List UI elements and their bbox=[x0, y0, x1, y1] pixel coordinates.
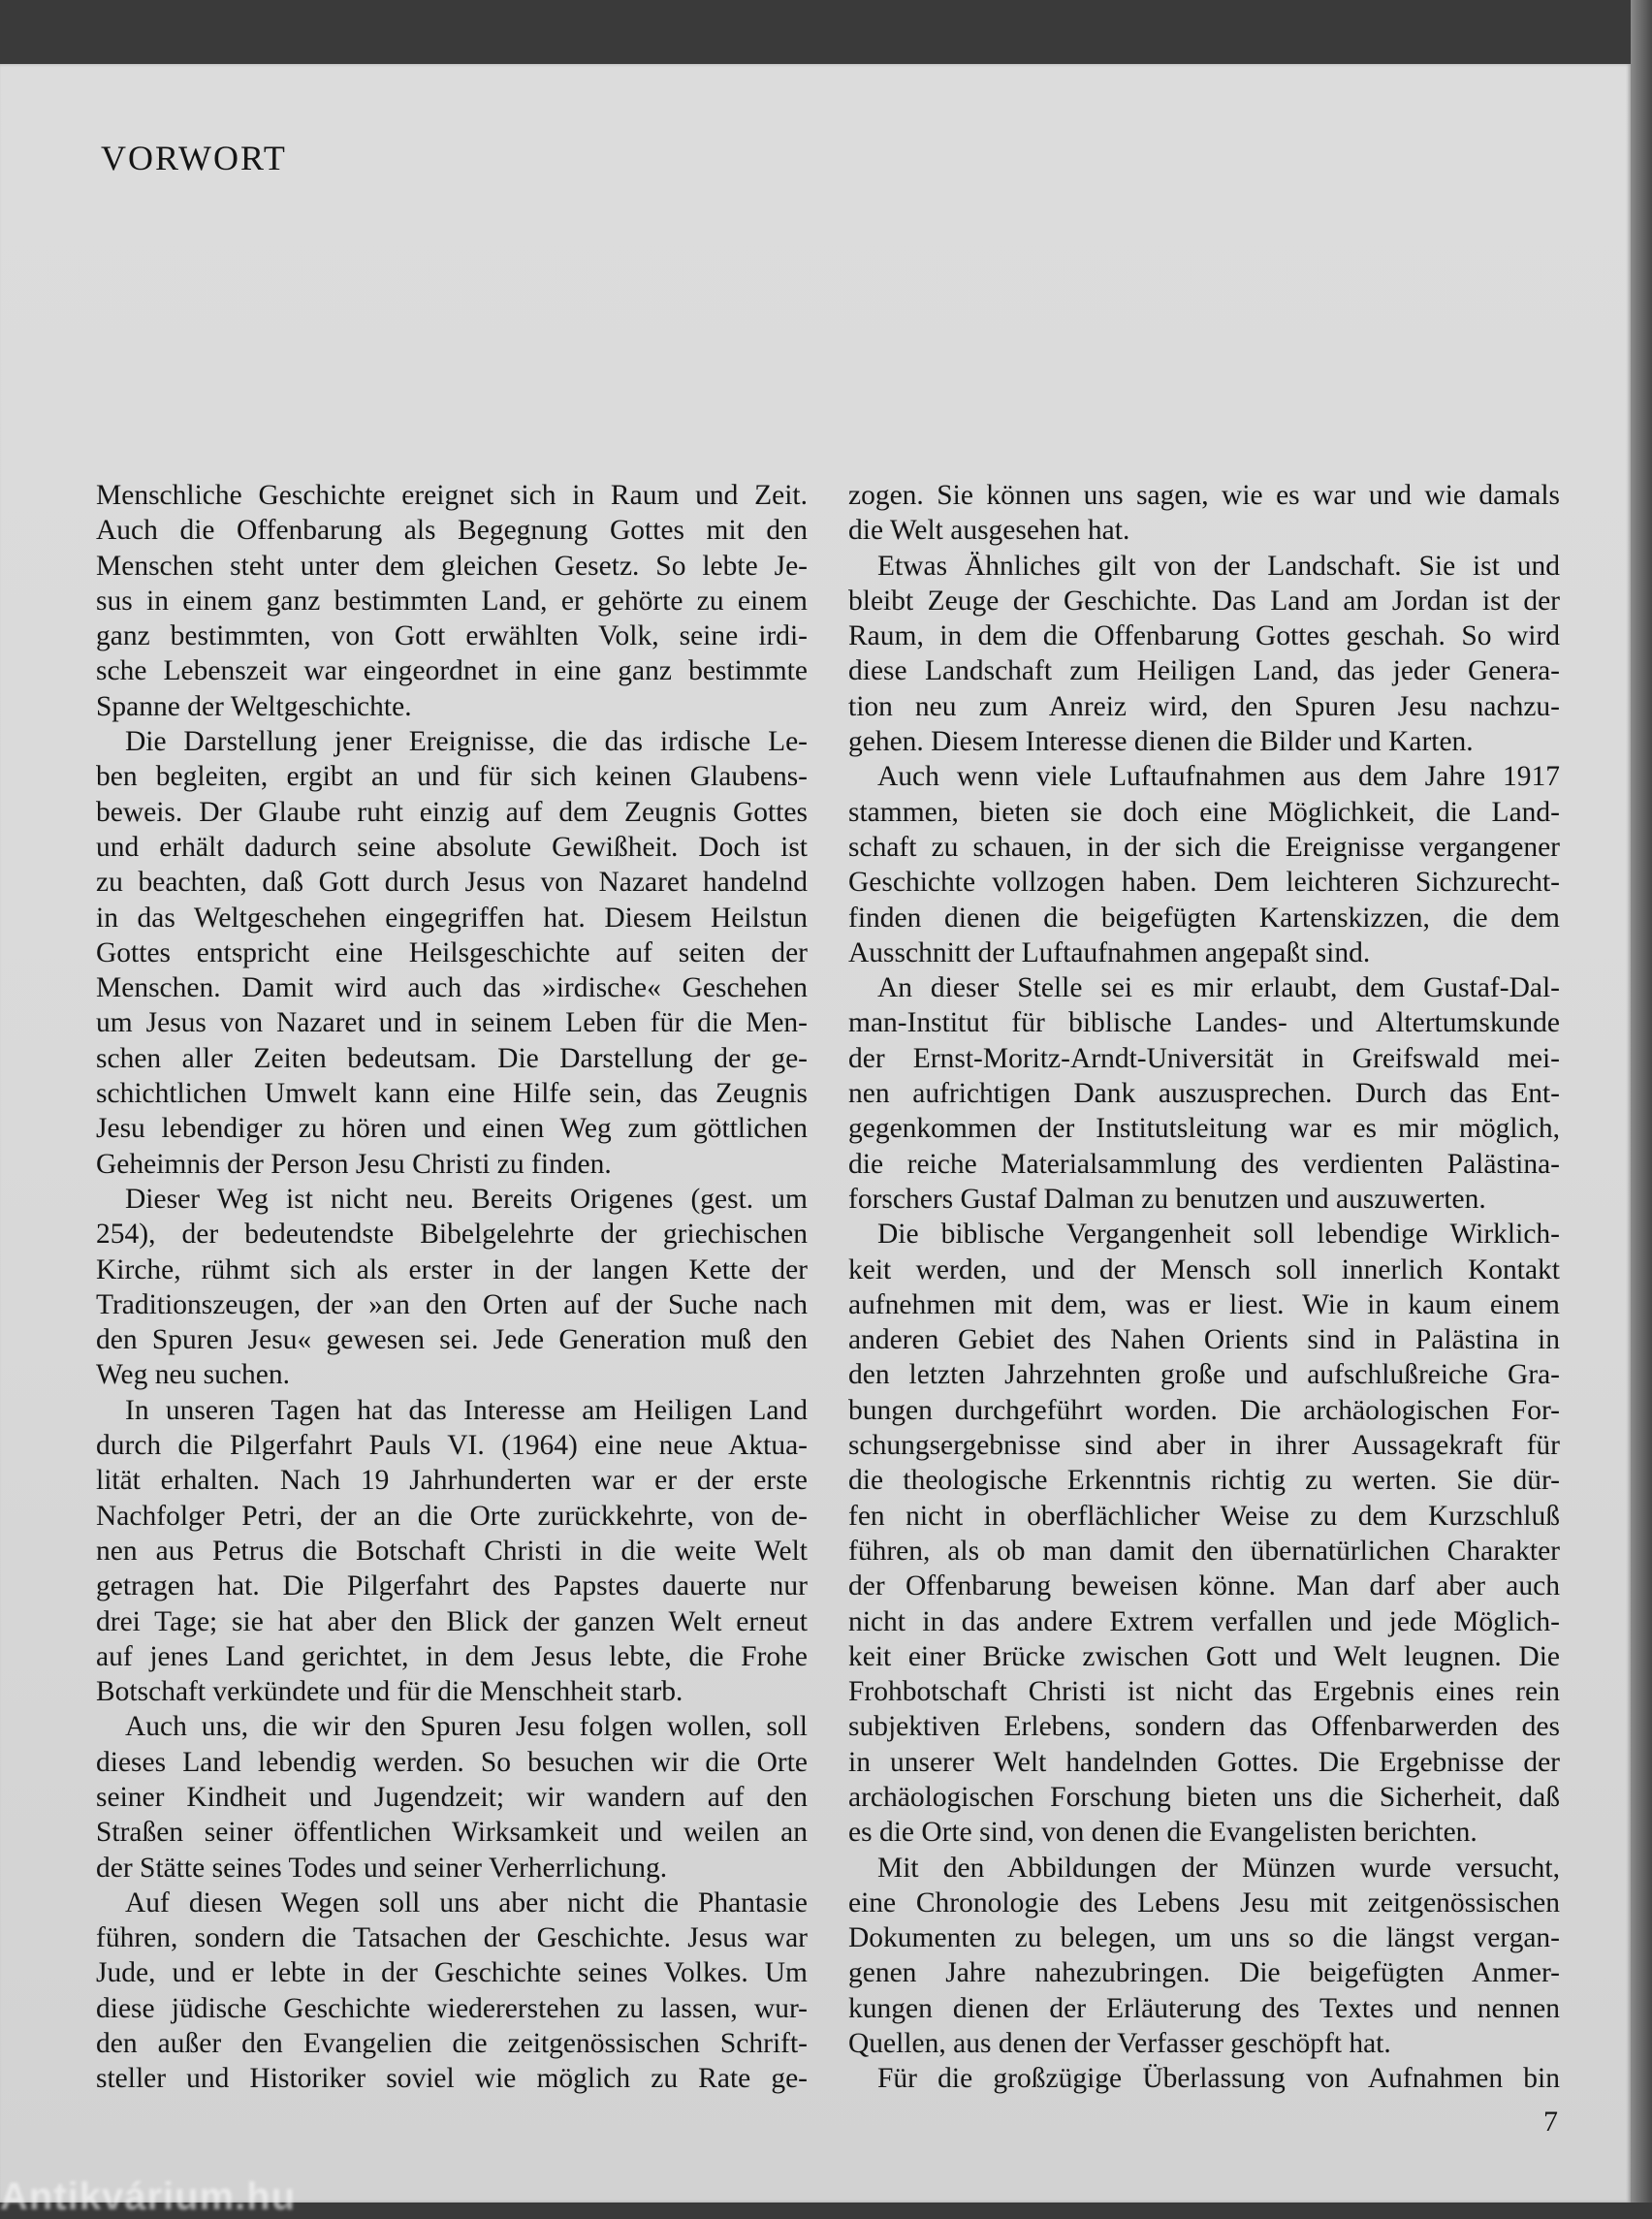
text-line: Auch wenn viele Luftaufnahmen aus dem Jahre 1917 bbox=[877, 761, 1560, 793]
text-line: diese jüdische Geschichte wiedererstehen zu lassen, wur- bbox=[96, 1992, 808, 2024]
text-line: subjektiven Erlebens, sondern das Offenbarwerden des bbox=[848, 1711, 1560, 1743]
text-line: sche Lebenszeit war eingeordnet in eine ganz bestimmte bbox=[96, 655, 808, 687]
text-line: Quellen, aus denen der Verfasser geschöpft hat. bbox=[848, 2028, 1391, 2060]
paragraph bbox=[848, 759, 1560, 970]
text-line: Frohbotschaft Christi ist nicht das Ergebnis eines rein bbox=[848, 1676, 1560, 1708]
text-line: Traditionszeugen, der »an den Orten auf der Suche nach bbox=[96, 1288, 808, 1320]
text-line: Dokumenten zu belegen, um uns so die längst vergan- bbox=[848, 1922, 1560, 1954]
text-line: und erhält dadurch seine absolute Gewißheit. Doch ist bbox=[96, 831, 808, 863]
text-line: die theologische Erkenntnis richtig zu werten. Sie dür- bbox=[848, 1465, 1560, 1497]
text-line: In unseren Tagen hat das Interesse am Heiligen Land bbox=[125, 1394, 808, 1426]
paragraph bbox=[848, 1217, 1560, 1850]
text-line: Auf diesen Wegen soll uns aber nicht die Phantasie bbox=[125, 1886, 808, 1918]
text-line: sus in einem ganz bestimmten Land, er gehörte zu einem bbox=[96, 585, 808, 617]
page-number: 7 bbox=[1543, 2106, 1558, 2138]
text-line: der Ernst-Moritz-Arndt-Universität in Greifswald mei- bbox=[848, 1042, 1560, 1074]
text-line: Menschen. Damit wird auch das »irdische« Geschehen bbox=[96, 972, 808, 1004]
text-line: die Welt ausgesehen hat. bbox=[848, 515, 1130, 547]
text-line: Geheimnis der Person Jesu Christi zu finden. bbox=[96, 1148, 612, 1180]
text-line: Etwas Ähnliches gilt von der Landschaft. Sie ist und bbox=[877, 550, 1560, 582]
text-line: Spanne der Weltgeschichte. bbox=[96, 690, 412, 722]
text-line: Menschliche Geschichte ereignet sich in Raum und Zeit. bbox=[96, 480, 808, 511]
text-line: führen, sondern die Tatsachen der Geschichte. Jesus war bbox=[96, 1922, 808, 1954]
watermark: Antikvárium.hu bbox=[0, 2175, 297, 2218]
text-column-right bbox=[848, 478, 1560, 2097]
text-line: Die Darstellung jener Ereignisse, die das irdische Le- bbox=[125, 726, 808, 758]
text-line: drei Tage; sie hat aber den Blick der ganzen Welt erneut bbox=[96, 1605, 808, 1637]
text-line: getragen hat. Die Pilgerfahrt des Papstes dauerte nur bbox=[96, 1570, 808, 1602]
text-line: Menschen steht unter dem gleichen Gesetz. So lebte Je- bbox=[96, 550, 808, 582]
text-line: gegenkommen der Institutsleitung war es mir möglich, bbox=[848, 1113, 1560, 1145]
text-line: zu beachten, daß Gott durch Jesus von Nazaret handelnd bbox=[96, 867, 808, 899]
text-line: Jude, und er lebte in der Geschichte seines Volkes. Um bbox=[96, 1957, 808, 1989]
text-line: Gottes entspricht eine Heilsgeschichte auf seiten der bbox=[96, 936, 808, 968]
text-line: Kirche, rühmt sich als erster in der langen Kette der bbox=[96, 1253, 808, 1285]
text-line: die reiche Materialsammlung des verdienten Palästina- bbox=[848, 1148, 1560, 1180]
text-line: kungen dienen der Erläuterung des Textes und nennen bbox=[848, 1992, 1560, 2024]
text-line: Geschichte vollzogen haben. Dem leichteren Sichzurecht- bbox=[848, 867, 1560, 899]
text-line: nicht in das andere Extrem verfallen und jede Möglich- bbox=[848, 1605, 1560, 1637]
text-line: bungen durchgeführt worden. Die archäologischen For- bbox=[848, 1394, 1560, 1426]
text-line: Auch die Offenbarung als Begegnung Gottes mit den bbox=[96, 515, 808, 547]
text-line: zogen. Sie können uns sagen, wie es war und wie damals bbox=[848, 480, 1560, 511]
text-line: keit einer Brücke zwischen Gott und Welt leugnen. Die bbox=[848, 1640, 1560, 1672]
paragraph bbox=[96, 478, 808, 724]
text-line: den letzten Jahrzehnten große und aufschlußreiche Gra- bbox=[848, 1359, 1560, 1391]
text-line: dieses Land lebendig werden. So besuchen wir die Orte bbox=[96, 1746, 808, 1778]
paragraph bbox=[96, 724, 808, 1182]
text-line: führen, als ob man damit den übernatürlichen Charakter bbox=[848, 1535, 1560, 1567]
text-line: es die Orte sind, von denen die Evangelisten berichten. bbox=[848, 1817, 1477, 1849]
text-line: Auch uns, die wir den Spuren Jesu folgen wollen, soll bbox=[125, 1711, 808, 1743]
text-line: den Spuren Jesu« gewesen sei. Jede Generation muß den bbox=[96, 1324, 808, 1356]
text-line: bleibt Zeuge der Geschichte. Das Land am Jordan ist der bbox=[848, 585, 1560, 617]
text-line: nen aus Petrus die Botschaft Christi in die weite Welt bbox=[96, 1535, 808, 1567]
paragraph bbox=[848, 1851, 1560, 2062]
paragraph bbox=[96, 1393, 808, 1710]
text-line: Straßen seiner öffentlichen Wirksamkeit und weilen an bbox=[96, 1817, 808, 1849]
paragraph bbox=[96, 1886, 808, 2097]
text-line: der Offenbarung beweisen könne. Man darf aber auch bbox=[848, 1570, 1560, 1602]
text-line: in unserer Welt handelnden Gottes. Die Ergebnisse der bbox=[848, 1746, 1560, 1778]
text-line: Weg neu suchen. bbox=[96, 1359, 290, 1391]
text-line: An dieser Stelle sei es mir erlaubt, dem Gustaf-Dal- bbox=[877, 972, 1560, 1004]
text-line: Die biblische Vergangenheit soll lebendige Wirklich- bbox=[877, 1219, 1560, 1251]
text-line: genen Jahre nahezubringen. Die beigefügten Anmer- bbox=[848, 1957, 1560, 1989]
text-line: steller und Historiker soviel wie möglich zu Rate ge- bbox=[96, 2063, 808, 2095]
text-line: Ausschnitt der Luftaufnahmen angepaßt sind. bbox=[848, 936, 1371, 968]
text-line: man-Institut für biblische Landes- und Altertumskunde bbox=[848, 1007, 1560, 1039]
text-line: keit werden, und der Mensch soll innerlich Kontakt bbox=[848, 1253, 1560, 1285]
text-line: schichtlichen Umwelt kann eine Hilfe sein, das Zeugnis bbox=[96, 1078, 808, 1110]
page-title: VORWORT bbox=[101, 139, 287, 177]
text-line: Dieser Weg ist nicht neu. Bereits Origenes (gest. um bbox=[125, 1183, 808, 1215]
text-line: Mit den Abbildungen der Münzen wurde versucht, bbox=[877, 1852, 1560, 1884]
text-line: anderen Gebiet des Nahen Orients sind in Palästina in bbox=[848, 1324, 1560, 1356]
text-column-left bbox=[96, 478, 808, 2097]
paragraph bbox=[848, 549, 1560, 760]
paragraph bbox=[96, 1182, 808, 1393]
text-line: Raum, in dem die Offenbarung Gottes geschah. So wird bbox=[848, 620, 1560, 652]
text-line: tion neu zum Anreiz wird, den Spuren Jesu nachzu- bbox=[848, 690, 1560, 722]
text-line: eine Chronologie des Lebens Jesu mit zeitgenössischen bbox=[848, 1886, 1560, 1918]
paragraph bbox=[848, 2061, 1560, 2096]
text-line: stammen, bieten sie doch eine Möglichkeit, die Land- bbox=[848, 796, 1560, 828]
paragraph bbox=[848, 970, 1560, 1217]
text-line: durch die Pilgerfahrt Pauls VI. (1964) eine neue Aktua- bbox=[96, 1430, 808, 1462]
text-line: finden dienen die beigefügten Kartenskizzen, die dem bbox=[848, 902, 1560, 934]
text-line: gehen. Diesem Interesse dienen die Bilder und Karten. bbox=[848, 726, 1474, 758]
text-line: auf jenes Land gerichtet, in dem Jesus lebte, die Frohe bbox=[96, 1640, 808, 1672]
text-line: Jesu lebendiger zu hören und einen Weg zum göttlichen bbox=[96, 1113, 808, 1145]
text-line: Nachfolger Petri, der an die Orte zurückkehrte, von de- bbox=[96, 1500, 808, 1532]
text-line: Für die großzügige Überlassung von Aufnahmen bin bbox=[877, 2063, 1560, 2095]
page-edge bbox=[1631, 0, 1652, 2203]
text-line: um Jesus von Nazaret und in seinem Leben für die Men- bbox=[96, 1007, 808, 1039]
paragraph bbox=[96, 1709, 808, 1885]
text-line: seiner Kindheit und Jugendzeit; wir wandern auf den bbox=[96, 1781, 808, 1813]
text-line: nen aufrichtigen Dank auszusprechen. Durch das Ent- bbox=[848, 1078, 1560, 1110]
text-line: archäologischen Forschung bieten uns die Sicherheit, daß bbox=[848, 1781, 1560, 1813]
text-line: ganz bestimmten, von Gott erwählten Volk, seine irdi- bbox=[96, 620, 808, 652]
text-line: forschers Gustaf Dalman zu benutzen und auszuwerten. bbox=[848, 1183, 1486, 1215]
paragraph bbox=[848, 478, 1560, 549]
text-line: ben begleiten, ergibt an und für sich keinen Glaubens- bbox=[96, 761, 808, 793]
text-line: schen aller Zeiten bedeutsam. Die Darstellung der ge- bbox=[96, 1042, 808, 1074]
text-line: aufnehmen mit dem, was er liest. Wie in kaum einem bbox=[848, 1288, 1560, 1320]
text-line: schungsergebnisse sind aber in ihrer Aussagekraft für bbox=[848, 1430, 1560, 1462]
text-line: fen nicht in oberflächlicher Weise zu dem Kurzschluß bbox=[848, 1500, 1560, 1532]
text-line: diese Landschaft zum Heiligen Land, das jeder Genera- bbox=[848, 655, 1560, 687]
text-line: Botschaft verkündete und für die Menschheit starb. bbox=[96, 1676, 683, 1708]
text-line: der Stätte seines Todes und seiner Verherrlichung. bbox=[96, 1852, 668, 1884]
text-line: den außer den Evangelien die zeitgenössischen Schrift- bbox=[96, 2028, 808, 2060]
text-line: in das Weltgeschehen eingegriffen hat. Diesem Heilstun bbox=[96, 902, 808, 934]
text-line: 254), der bedeutendste Bibelgelehrte der griechischen bbox=[96, 1219, 808, 1251]
text-line: lität erhalten. Nach 19 Jahrhunderten war er der erste bbox=[96, 1465, 808, 1497]
text-line: schaft zu schauen, in der sich die Ereignisse vergangener bbox=[848, 831, 1560, 863]
text-line: beweis. Der Glaube ruht einzig auf dem Zeugnis Gottes bbox=[96, 796, 808, 828]
